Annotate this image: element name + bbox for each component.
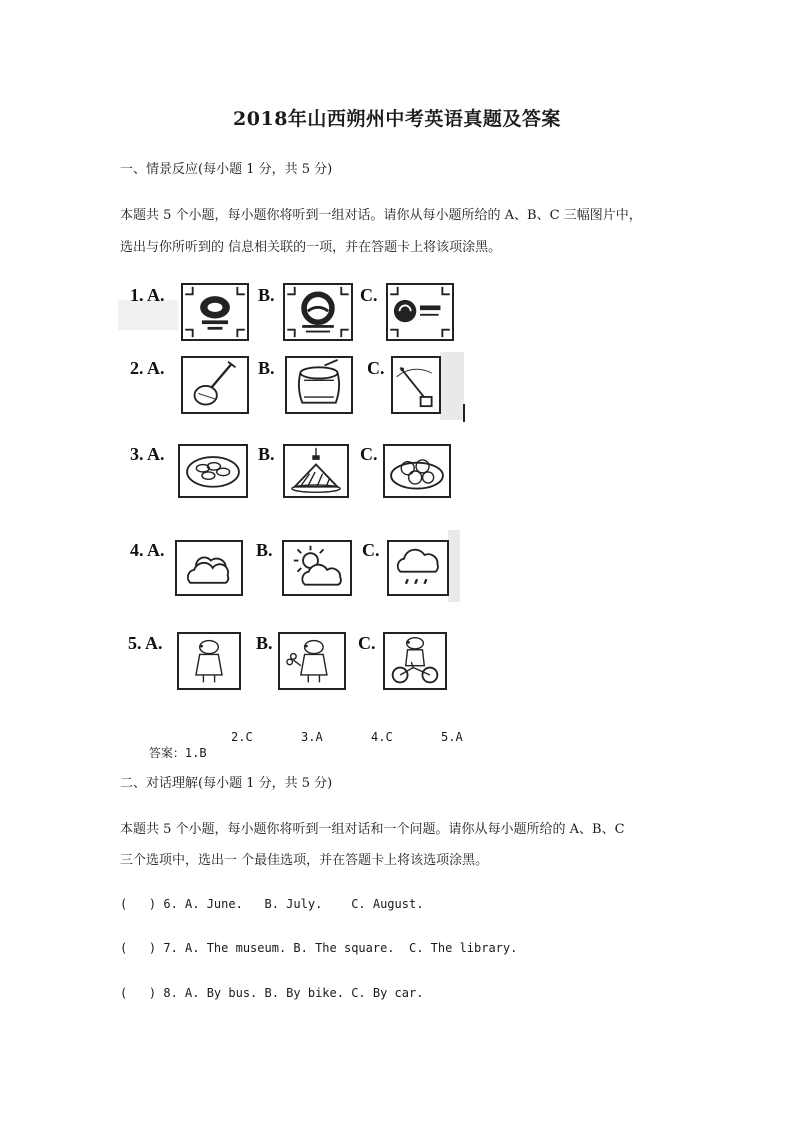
- question-item-7: ( ) 7. A. The museum. B. The square. C. The library.: [120, 941, 518, 955]
- festival-logo-icon: [181, 283, 249, 341]
- question-item-6: ( ) 6. A. June. B. July. C. August.: [120, 897, 424, 911]
- section2-intro-line1: 本题共 5 个小题，每小题你将听到一组对话和一个问题。请你从每小题所给的 A、B、C: [120, 822, 625, 837]
- question-2-label: 2. A.: [130, 358, 165, 378]
- mid-autumn-logo-icon: [283, 283, 353, 341]
- option-c-label: C.: [360, 444, 378, 464]
- rain-icon: [387, 540, 449, 596]
- section1-heading: 一、情景反应(每小题 1 分，共 5 分): [120, 162, 333, 177]
- pig-standing-icon: [177, 632, 241, 690]
- scan-strip: [448, 530, 460, 602]
- question-1-label: 1. A.: [130, 285, 165, 305]
- option-c-label: C.: [360, 285, 378, 305]
- sunny-cloud-icon: [282, 540, 352, 596]
- question-item-8: ( ) 8. A. By bus. B. By bike. C. By car.: [120, 986, 424, 1000]
- mooncakes-plate-icon: [383, 444, 451, 498]
- dumplings-plate-icon: [178, 444, 248, 498]
- answer-item: 5.A: [441, 730, 463, 744]
- drum-icon: [285, 356, 353, 414]
- section2-intro-line2: 三个选项中，选出一 个最佳选项，并在答题卡上将该选项涂黑。: [120, 853, 489, 868]
- option-c-label: C.: [367, 358, 385, 378]
- scan-strip: [440, 352, 464, 420]
- section1-intro-line2: 选出与你所听到的 信息相关联的一项，并在答题卡上将该项涂黑。: [120, 240, 502, 255]
- option-b-label: B.: [258, 358, 275, 378]
- pig-flowers-icon: [278, 632, 346, 690]
- cloudy-icon: [175, 540, 243, 596]
- question-5-label: 5. A.: [128, 633, 163, 653]
- erhu-icon: [391, 356, 441, 414]
- answer-item: 3.A: [301, 730, 323, 744]
- question-4-label: 4. A.: [130, 540, 165, 560]
- option-b-label: B.: [258, 285, 275, 305]
- pipa-icon: [181, 356, 249, 414]
- answer-item: 2.C: [231, 730, 253, 744]
- option-b-label: B.: [256, 633, 273, 653]
- option-c-label: C.: [358, 633, 376, 653]
- question-3-label: 3. A.: [130, 444, 165, 464]
- option-b-label: B.: [258, 444, 275, 464]
- page-title: 2018年山西朔州中考英语真题及答案: [233, 108, 561, 130]
- section2-heading: 二、对话理解(每小题 1 分，共 5 分): [120, 776, 333, 791]
- answer-item: 1.B: [184, 746, 207, 760]
- answers-label: 答案：: [148, 746, 185, 760]
- zongzi-icon: [283, 444, 349, 498]
- option-b-label: B.: [256, 540, 273, 560]
- answer-item: 4.C: [371, 730, 393, 744]
- double-ninth-logo-icon: [386, 283, 454, 341]
- option-c-label: C.: [362, 540, 380, 560]
- pig-bicycle-icon: [383, 632, 447, 690]
- section1-intro-line1: 本题共 5 个小题，每小题你将听到一组对话。请你从每小题所给的 A、B、C 三幅图片中，: [120, 208, 642, 223]
- scan-mark: [463, 404, 465, 422]
- answers-line: [120, 730, 207, 775]
